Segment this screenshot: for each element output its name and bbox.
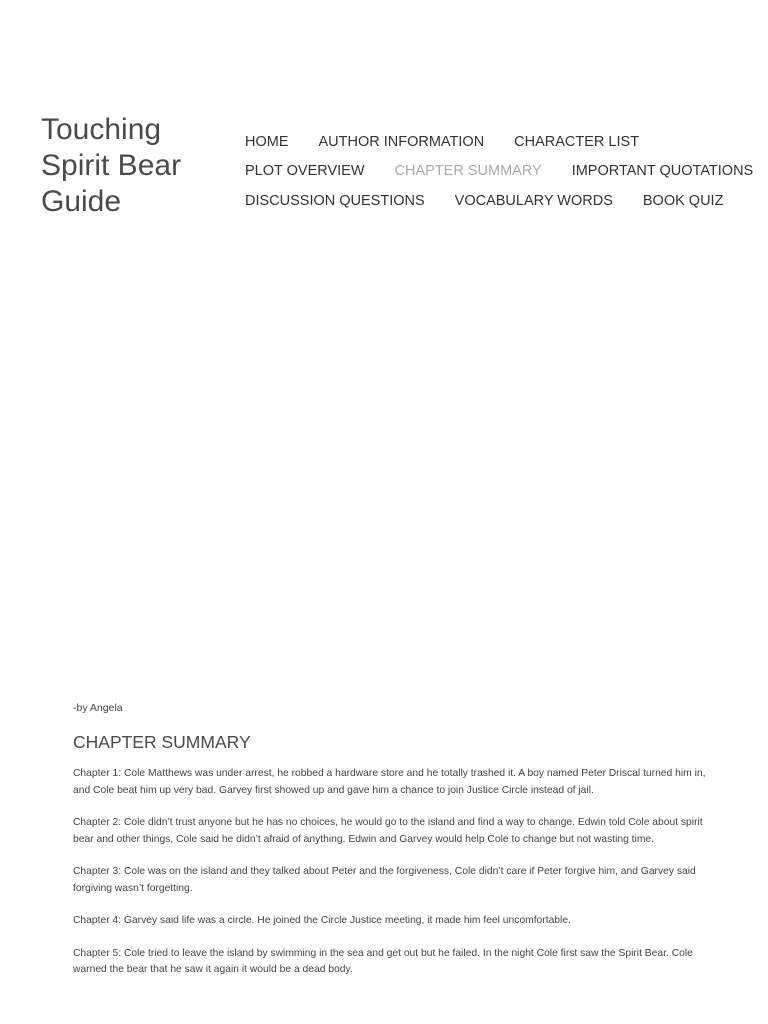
nav-item-home[interactable]: HOME <box>245 133 289 150</box>
nav-item-important-quotations[interactable]: IMPORTANT QUOTATIONS <box>571 163 754 180</box>
chapter-5-summary: Chapter 5: Cole tried to leave the island by swimming in the sea and get out but he failed. In the night Cole first saw the Spirit Bear. Cole warned the bear that he saw it again it would be a dead body. <box>73 947 693 975</box>
chapter-4-summary: Chapter 4: Garvey said life was a circle. He joined the Circle Justice meeting, it made him feel uncomfortable. <box>73 915 571 926</box>
nav-item-vocabulary-words[interactable]: VOCABULARY WORDS <box>454 192 613 209</box>
site-title[interactable]: Touching Spirit Bear Guide <box>41 113 182 218</box>
page-heading: CHAPTER SUMMARY <box>73 732 251 752</box>
nav-item-chapter-summary[interactable]: CHAPTER SUMMARY <box>394 163 542 180</box>
chapter-1-summary: Chapter 1: Cole Matthews was under arrest, he robbed a hardware store and he totally trashed it. A boy named Peter Driscal turned him in, and Cole beat him up very bad. Garvey first showed up and gave him a chance to join Justice Circle instead of jail. <box>73 768 706 796</box>
main-nav <box>245 127 765 216</box>
nav-item-character-list[interactable]: CHARACTER LIST <box>514 133 640 150</box>
nav-item-author-information[interactable]: AUTHOR INFORMATION <box>318 133 485 150</box>
chapter-2-summary: Chapter 2: Cole didn’t trust anyone but he has no choices, he would go to the island and find a way to change. Edwin told Cole about spirit bear and other things, Cole said he didn’t afraid of anything. Edwin and Garvey would help Cole to change but not wasting time. <box>73 817 703 845</box>
nav-item-book-quiz[interactable]: BOOK QUIZ <box>642 192 724 209</box>
nav-row-2 <box>245 157 765 187</box>
nav-item-discussion-questions[interactable]: DISCUSSION QUESTIONS <box>245 192 425 209</box>
chapter-3-summary: Chapter 3: Cole was on the island and they talked about Peter and the forgiveness, Cole didn’t care if Peter forgive him, and Garvey said forgiving wasn’t forgetting. <box>73 866 696 894</box>
main-content <box>73 700 725 995</box>
nav-item-plot-overview[interactable]: PLOT OVERVIEW <box>245 163 365 180</box>
byline: -by Angela <box>73 702 123 714</box>
nav-row-1 <box>245 127 765 157</box>
nav-row-3 <box>245 186 765 216</box>
